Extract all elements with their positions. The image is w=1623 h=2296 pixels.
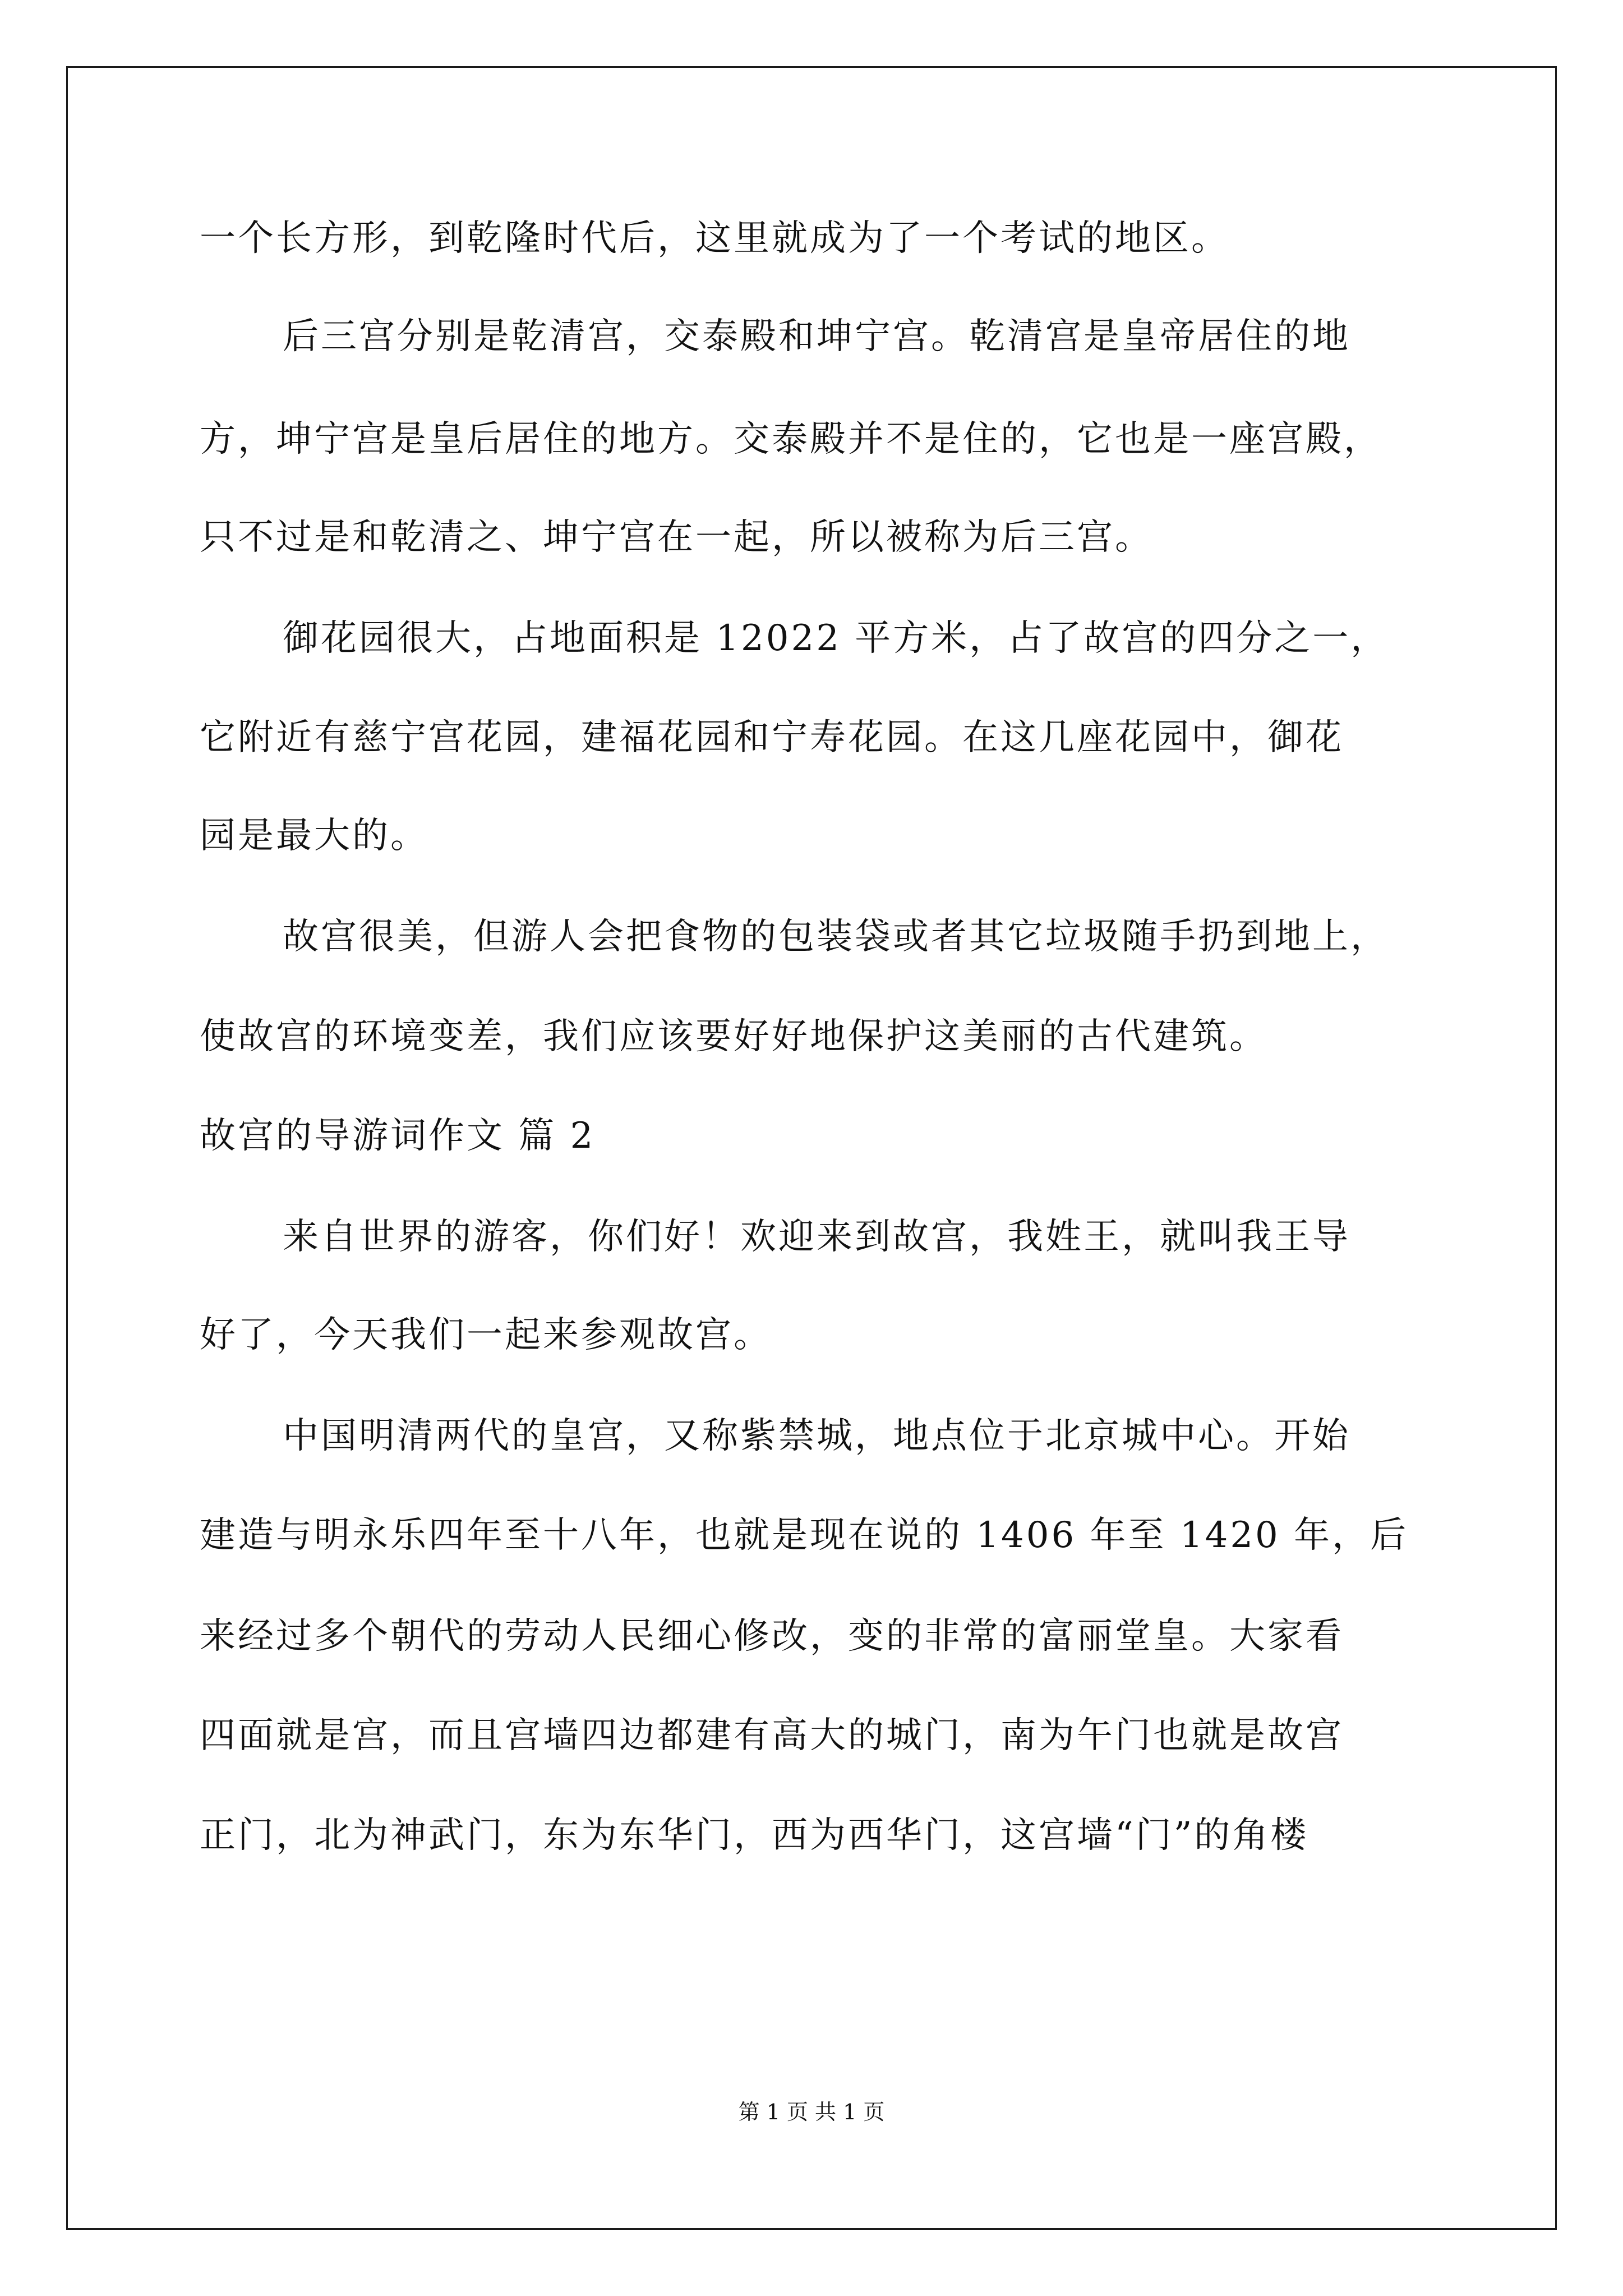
text-line: 它附近有慈宁宫花园，建福花园和宁寿花园。在这几座花园中，御花 bbox=[200, 717, 1344, 758]
text-line: 建造与明永乐四年至十八年，也就是现在说的 1406 年至 1420 年，后 bbox=[200, 1515, 1409, 1556]
text-line: 方，坤宁宫是皇后居住的地方。交泰殿并不是住的，它也是一座宫殿， bbox=[200, 418, 1382, 460]
section-heading: 故宫的导游词作文 篇 2 bbox=[200, 1115, 596, 1157]
paragraph-line: 来自世界的游客，你们好！欢迎来到故宫，我姓王，就叫我王导 bbox=[283, 1216, 1350, 1258]
paragraph-line: 中国明清两代的皇宫，又称紫禁城，地点位于北京城中心。开始 bbox=[283, 1415, 1350, 1457]
page-footer: 第 1 页 共 1 页 bbox=[738, 2100, 885, 2124]
text-line: 来经过多个朝代的劳动人民细心修改，变的非常的富丽堂皇。大家看 bbox=[200, 1616, 1344, 1657]
text-line: 好了，今天我们一起来参观故宫。 bbox=[200, 1314, 772, 1356]
text-line: 正门，北为神武门，东为东华门，西为西华门，这宫墙“门”的角楼 bbox=[200, 1815, 1309, 1856]
text-line: 只不过是和乾清之、坤宁宫在一起，所以被称为后三宫。 bbox=[200, 517, 1153, 558]
paragraph-line: 御花园很大，占地面积是 12022 平方米，占了故宫的四分之一， bbox=[283, 618, 1389, 659]
text-line: 园是最大的。 bbox=[200, 815, 428, 857]
paragraph-line: 后三宫分别是乾清宫，交泰殿和坤宁宫。乾清宫是皇帝居住的地 bbox=[283, 316, 1350, 357]
text-line: 使故宫的环境变差，我们应该要好好地保护这美丽的古代建筑。 bbox=[200, 1016, 1267, 1057]
text-line: 四面就是宫，而且宫墙四边都建有高大的城门，南为午门也就是故宫 bbox=[200, 1715, 1344, 1756]
paragraph-line: 故宫很美，但游人会把食物的包装袋或者其它垃圾随手扔到地上， bbox=[283, 916, 1389, 958]
text-line: 一个长方形，到乾隆时代后，这里就成为了一个考试的地区。 bbox=[200, 218, 1229, 259]
